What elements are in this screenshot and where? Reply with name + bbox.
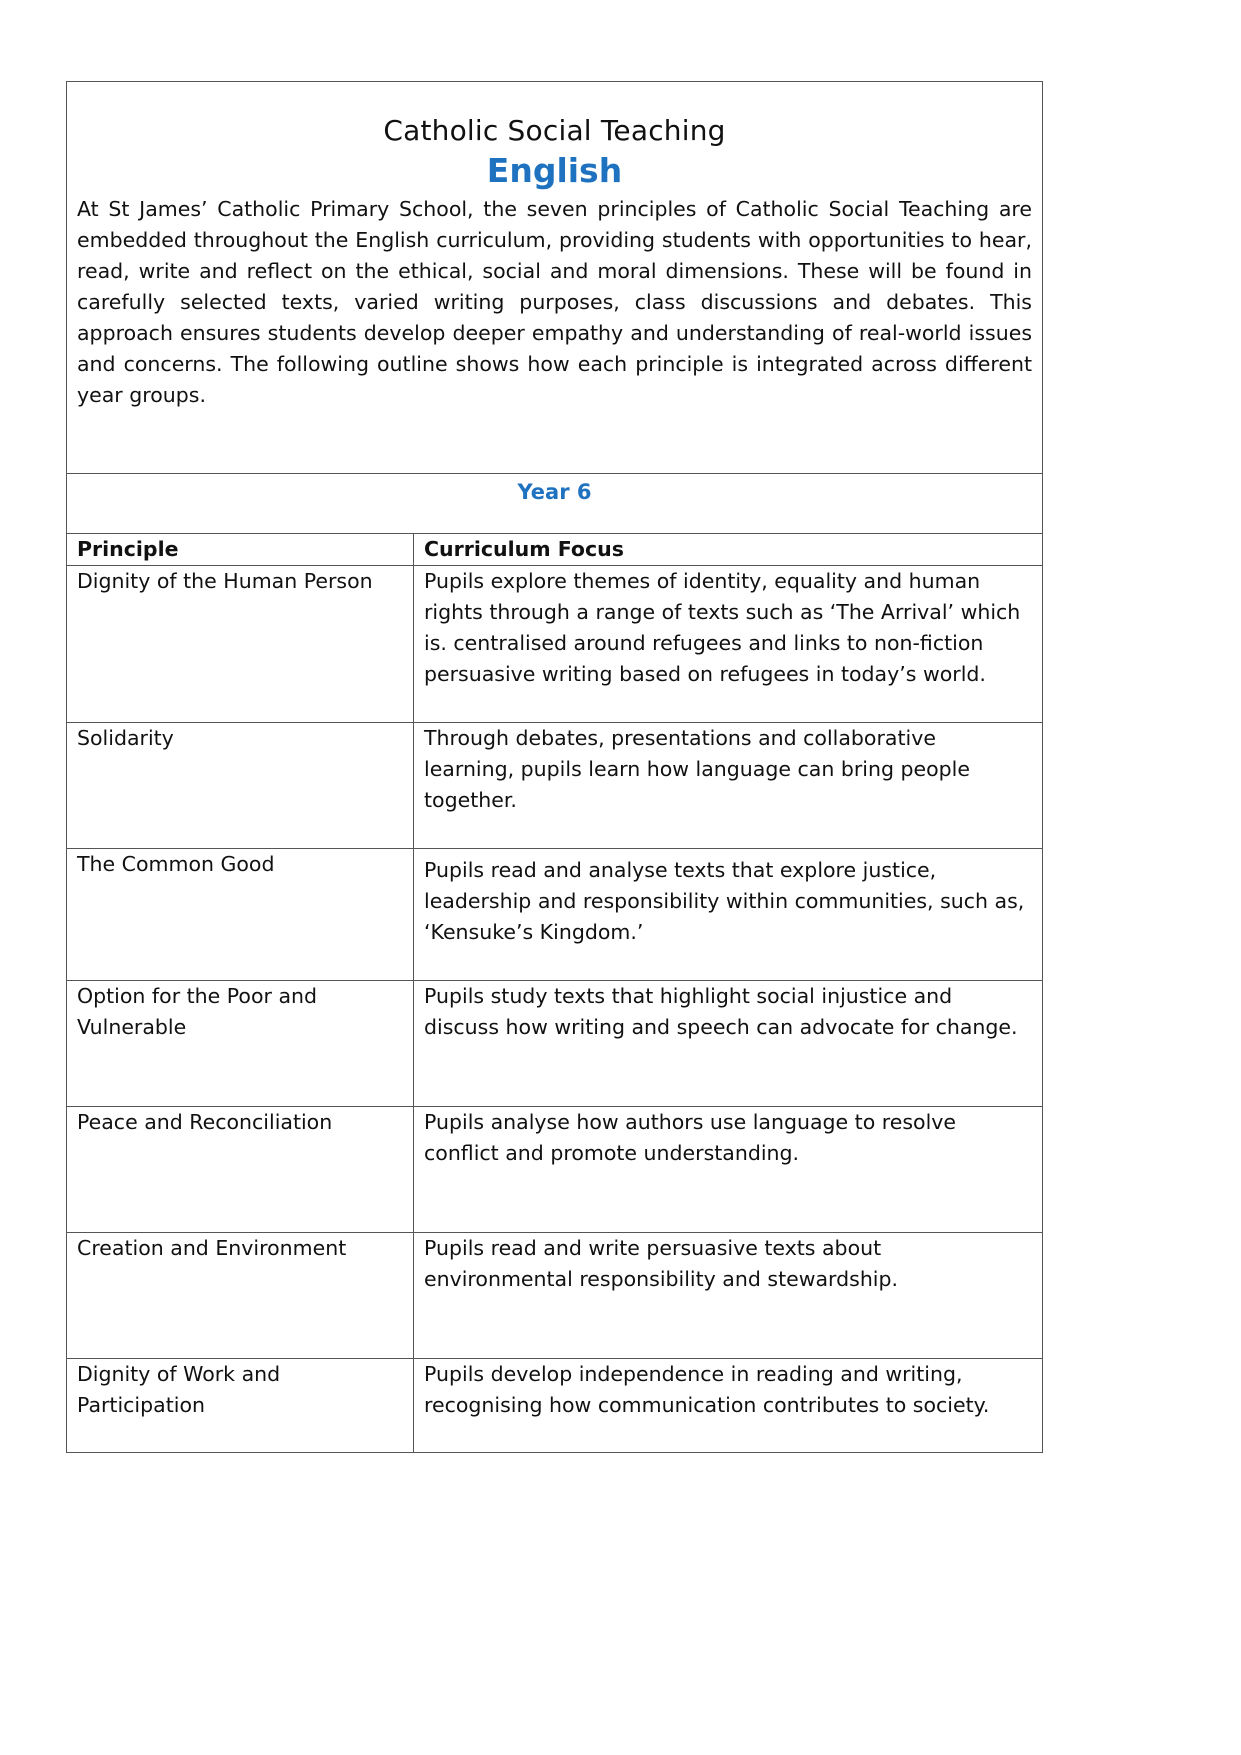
- table-row: [67, 1107, 1042, 1233]
- document-frame: [66, 81, 1043, 1453]
- intro-section: [67, 112, 1042, 474]
- table-row: [67, 566, 1042, 723]
- principle-cell: Dignity of the Human Person: [67, 566, 414, 723]
- table-row: [67, 849, 1042, 981]
- principle-cell: Creation and Environment: [67, 1233, 414, 1359]
- principle-cell: The Common Good: [67, 849, 414, 981]
- column-header-curriculum-focus: Curriculum Focus: [424, 537, 624, 561]
- principles-table: [67, 534, 1042, 1452]
- year-heading: Year 6: [67, 474, 1042, 534]
- principle-cell: Dignity of Work and Participation: [67, 1359, 414, 1453]
- column-header-principle: Principle: [67, 534, 414, 566]
- focus-cell: Through debates, presentations and collaborative learning, pupils learn how language can bring people together.: [414, 723, 1043, 849]
- table-row: [67, 723, 1042, 849]
- subject-heading: English: [486, 151, 623, 190]
- focus-cell: Pupils develop independence in reading and writing, recognising how communication contributes to society.: [414, 1359, 1043, 1453]
- principle-cell: Option for the Poor and Vulnerable: [67, 981, 414, 1107]
- document-title: Catholic Social Teaching: [383, 114, 726, 147]
- focus-cell: Pupils analyse how authors use language to resolve conflict and promote understanding.: [414, 1107, 1043, 1233]
- table-header-row: [67, 534, 1042, 566]
- focus-cell: Pupils read and write persuasive texts about environmental responsibility and stewardship.: [414, 1233, 1043, 1359]
- focus-cell: Pupils study texts that highlight social injustice and discuss how writing and speech can advocate for change.: [414, 981, 1043, 1107]
- principle-cell: Solidarity: [67, 723, 414, 849]
- focus-cell: Pupils explore themes of identity, equality and human rights through a range of texts such as ‘The Arrival’ which is. centralised around refugees and links to non-fiction persuasive writing based on refugees in today’s world.: [414, 566, 1043, 723]
- focus-cell: Pupils read and analyse texts that explore justice, leadership and responsibility within communities, such as, ‘Kensuke’s Kingdom.’: [414, 849, 1043, 981]
- principle-cell: Peace and Reconciliation: [67, 1107, 414, 1233]
- table-row: [67, 981, 1042, 1107]
- table-row: [67, 1233, 1042, 1359]
- intro-paragraph: At St James’ Catholic Primary School, the seven principles of Catholic Social Teaching are embedded throughout the English curriculum, providing students with opportunities to hear, read, write and reflect on the ethical, social and moral dimensions. These will be found in carefully selected texts, varied writing purposes, class discussions and debates. This approach ensures students develop deeper empathy and understanding of real-world issues and concerns. The following outline shows how each principle is integrated across different year groups.: [77, 197, 1032, 407]
- table-row: [67, 1359, 1042, 1453]
